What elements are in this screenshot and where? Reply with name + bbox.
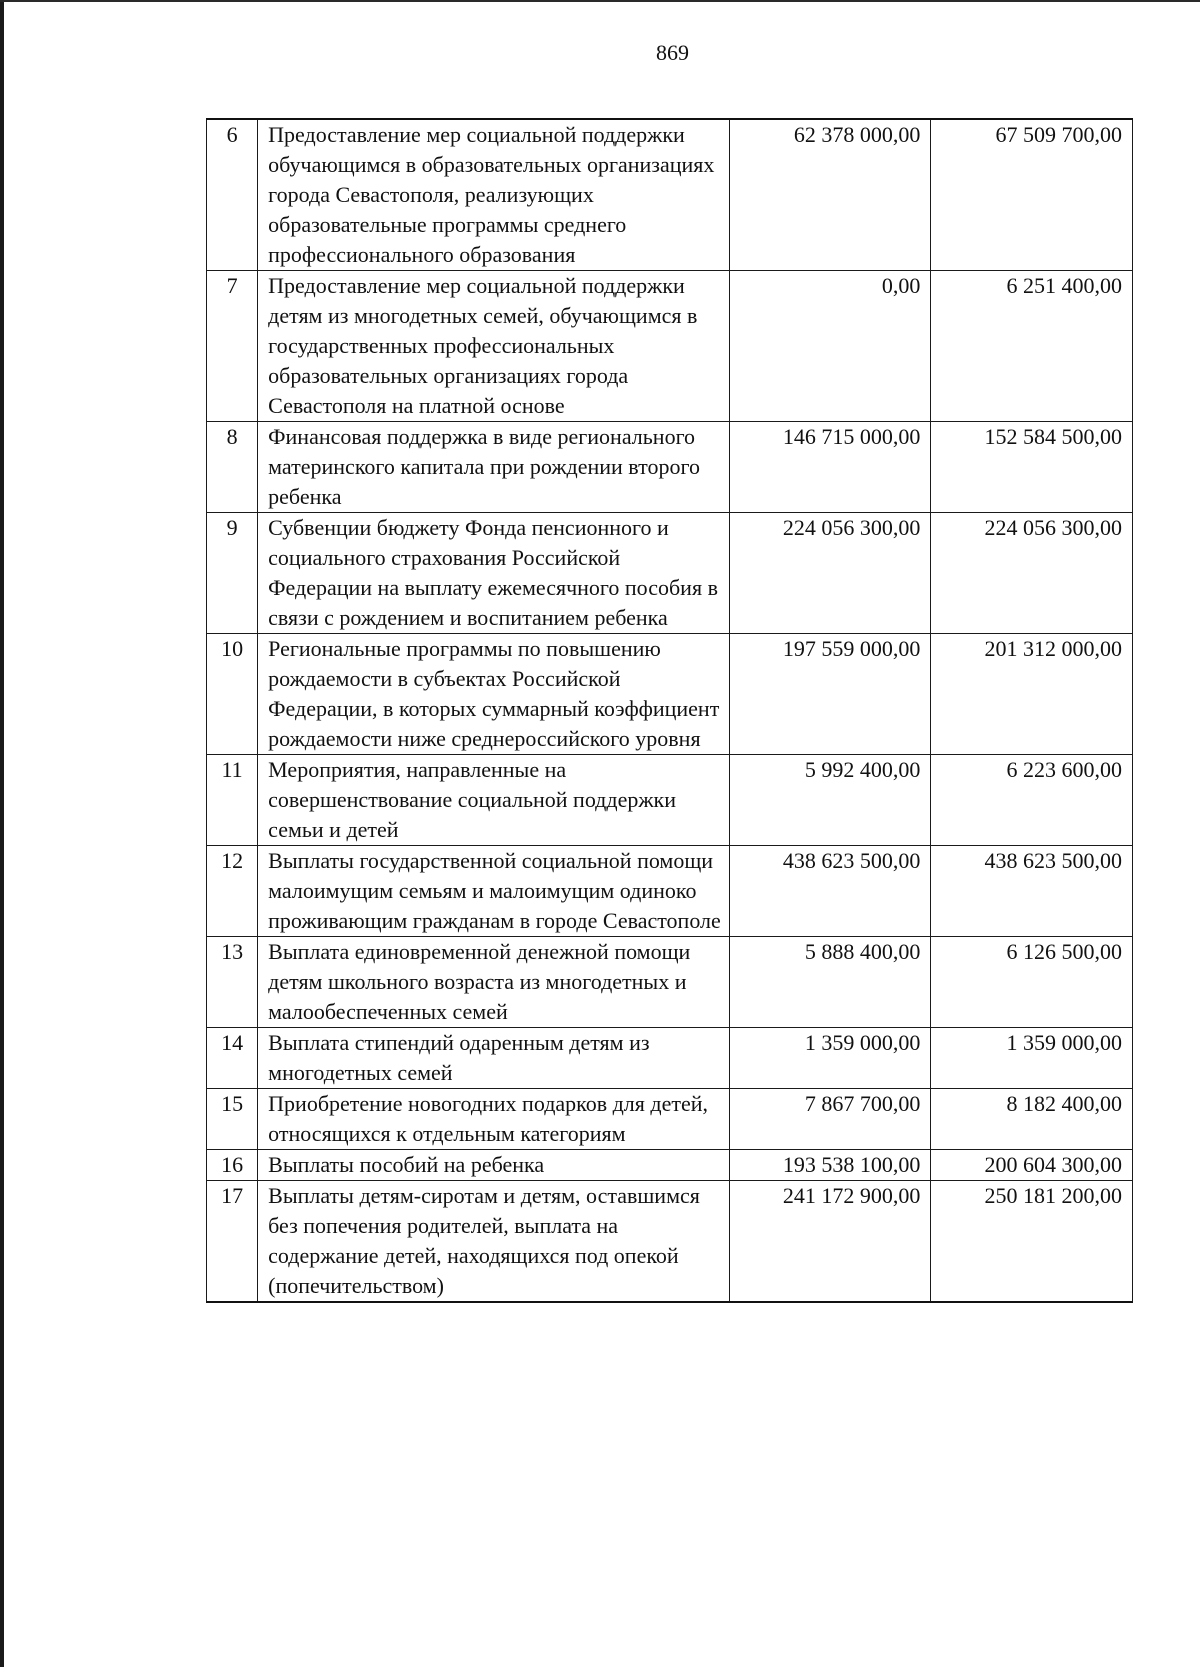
row-amount-2: 8 182 400,00	[931, 1089, 1133, 1150]
row-amount-1: 224 056 300,00	[729, 513, 931, 634]
row-number: 8	[207, 422, 258, 513]
row-description: Предоставление мер социальной поддержки детям из многодетных семей, обучающимся в государственных профессиональных образовательных организациях города Севастополя на платной основе	[258, 271, 730, 422]
row-amount-2: 201 312 000,00	[931, 634, 1133, 755]
table-row	[207, 271, 1133, 422]
row-amount-1: 197 559 000,00	[729, 634, 931, 755]
row-number: 14	[207, 1028, 258, 1089]
scan-edge-top	[0, 0, 1200, 2]
row-amount-1: 438 623 500,00	[729, 846, 931, 937]
row-amount-2: 6 251 400,00	[931, 271, 1133, 422]
row-amount-2: 200 604 300,00	[931, 1150, 1133, 1181]
row-description: Приобретение новогодних подарков для детей, относящихся к отдельным категориям	[258, 1089, 730, 1150]
row-amount-2: 6 126 500,00	[931, 937, 1133, 1028]
row-description: Финансовая поддержка в виде регионального материнского капитала при рождении второго ребенка	[258, 422, 730, 513]
row-number: 15	[207, 1089, 258, 1150]
row-amount-1: 241 172 900,00	[729, 1181, 931, 1303]
table-row	[207, 937, 1133, 1028]
row-amount-1: 62 378 000,00	[729, 119, 931, 271]
table-row	[207, 634, 1133, 755]
row-description: Выплаты детям-сиротам и детям, оставшимся без попечения родителей, выплата на содержание детей, находящихся под опекой (попечительством)	[258, 1181, 730, 1303]
row-amount-1: 7 867 700,00	[729, 1089, 931, 1150]
table-row	[207, 1028, 1133, 1089]
table-row	[207, 119, 1133, 271]
row-amount-1: 193 538 100,00	[729, 1150, 931, 1181]
row-description: Мероприятия, направленные на совершенствование социальной поддержки семьи и детей	[258, 755, 730, 846]
row-amount-1: 5 992 400,00	[729, 755, 931, 846]
table-row	[207, 1181, 1133, 1303]
row-number: 16	[207, 1150, 258, 1181]
row-number: 9	[207, 513, 258, 634]
table-row	[207, 1089, 1133, 1150]
row-number: 10	[207, 634, 258, 755]
table-row	[207, 846, 1133, 937]
row-description: Субвенции бюджету Фонда пенсионного и социального страхования Российской Федерации на выплату ежемесячного пособия в связи с рождением и воспитанием ребенка	[258, 513, 730, 634]
row-number: 17	[207, 1181, 258, 1303]
row-number: 11	[207, 755, 258, 846]
row-description: Предоставление мер социальной поддержки обучающимся в образовательных организациях города Севастополя, реализующих образовательные программы среднего профессионального образования	[258, 119, 730, 271]
row-amount-1: 1 359 000,00	[729, 1028, 931, 1089]
row-amount-2: 1 359 000,00	[931, 1028, 1133, 1089]
row-number: 6	[207, 119, 258, 271]
row-amount-2: 152 584 500,00	[931, 422, 1133, 513]
table-row	[207, 1150, 1133, 1181]
row-description: Выплата единовременной денежной помощи детям школьного возраста из многодетных и малообеспеченных семей	[258, 937, 730, 1028]
row-amount-1: 5 888 400,00	[729, 937, 931, 1028]
row-amount-2: 67 509 700,00	[931, 119, 1133, 271]
row-amount-2: 250 181 200,00	[931, 1181, 1133, 1303]
table-row	[207, 513, 1133, 634]
row-number: 13	[207, 937, 258, 1028]
row-number: 12	[207, 846, 258, 937]
table-row	[207, 422, 1133, 513]
row-amount-2: 6 223 600,00	[931, 755, 1133, 846]
row-description: Региональные программы по повышению рождаемости в субъектах Российской Федерации, в которых суммарный коэффициент рождаемости ниже среднероссийского уровня	[258, 634, 730, 755]
row-description: Выплата стипендий одаренным детям из многодетных семей	[258, 1028, 730, 1089]
row-number: 7	[207, 271, 258, 422]
row-amount-2: 224 056 300,00	[931, 513, 1133, 634]
row-description: Выплаты пособий на ребенка	[258, 1150, 730, 1181]
budget-table	[206, 118, 1133, 1303]
page-number: 869	[656, 40, 689, 65]
row-amount-1: 0,00	[729, 271, 931, 422]
scan-edge-left	[0, 0, 4, 1667]
row-amount-1: 146 715 000,00	[729, 422, 931, 513]
row-description: Выплаты государственной социальной помощи малоимущим семьям и малоимущим одиноко проживающим гражданам в городе Севастополе	[258, 846, 730, 937]
row-amount-2: 438 623 500,00	[931, 846, 1133, 937]
table-row	[207, 755, 1133, 846]
